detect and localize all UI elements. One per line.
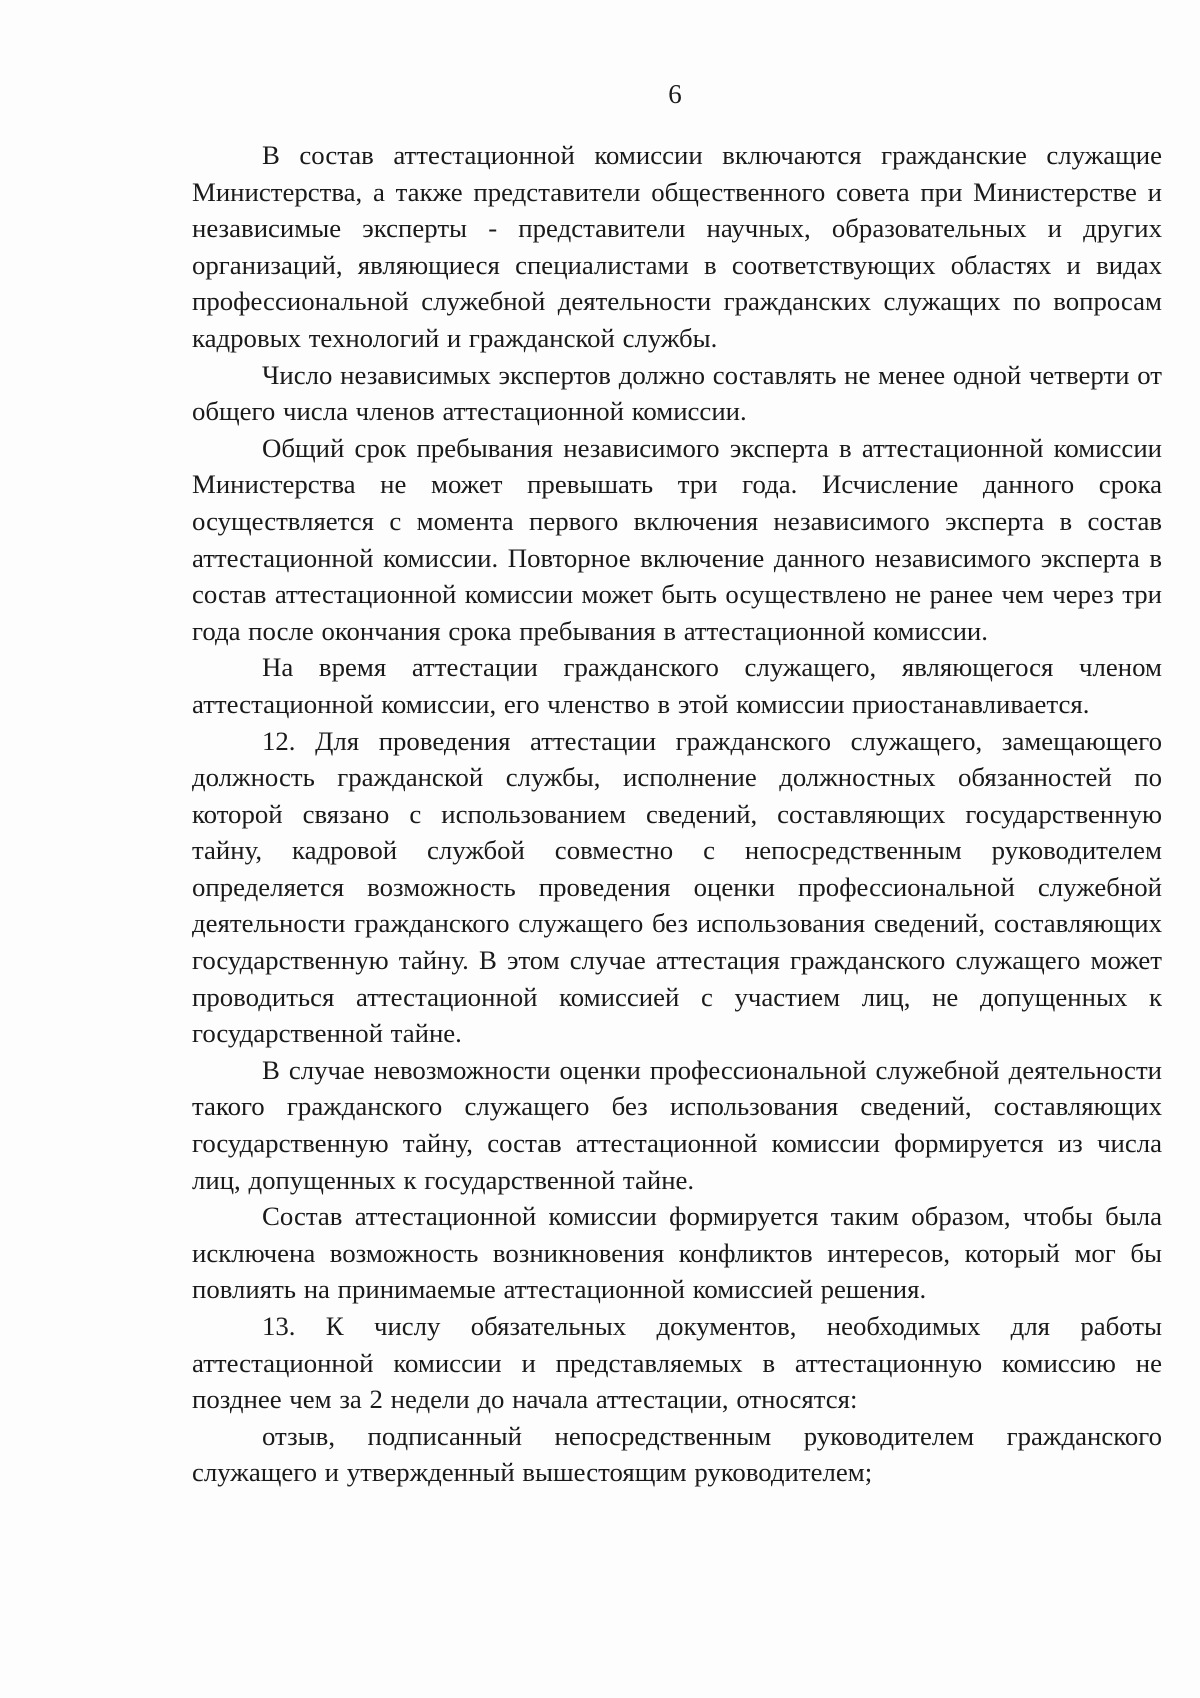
document-body xyxy=(192,137,1162,1491)
paragraph: В случае невозможности оценки профессиональной служебной деятельности такого гражданского служащего без использования сведений, составляющих государственную тайну, состав аттестационной комиссии формируется из числа лиц, допущенных к государственной тайне. xyxy=(192,1054,1162,1195)
paragraph: Число независимых экспертов должно составлять не менее одной четверти от общего числа членов аттестационной комиссии. xyxy=(192,359,1162,427)
paragraph: 13. К числу обязательных документов, необходимых для работы аттестационной комиссии и представляемых в аттестационную комиссию не позднее чем за 2 недели до начала аттестации, относятся: xyxy=(192,1311,1162,1415)
paragraph: Общий срок пребывания независимого эксперта в аттестационной комиссии Министерства не может превышать три года. Исчисление данного срока осуществляется с момента первого включения независимого эксперта в состав аттестационной комиссии. Повторное включение данного независимого эксперта в состав аттестационной комиссии может быть осуществлено не ранее чем через три года после окончания срока пребывания в аттестационной комиссии. xyxy=(192,432,1162,646)
paragraph: На время аттестации гражданского служащего, являющегося членом аттестационной комиссии, его членство в этой комиссии приостанавливается. xyxy=(192,652,1162,719)
paragraph: отзыв, подписанный непосредственным руководителем гражданского служащего и утвержденный вышестоящим руководителем; xyxy=(192,1420,1162,1488)
page-number: 6 xyxy=(668,79,682,109)
paragraph: Состав аттестационной комиссии формируется таким образом, чтобы была исключена возможность возникновения конфликтов интересов, который мог бы повлиять на принимаемые аттестационной комиссией решения. xyxy=(192,1201,1162,1305)
paragraph: В состав аттестационной комиссии включаются гражданские служащие Министерства, а также представители общественного совета при Министерстве и независимые эксперты - представители научных, образовательных и других организаций, являющиеся специалистами в соответствующих областях и видах профессиональной служебной деятельности гражданских служащих по вопросам кадровых технологий и гражданской службы. xyxy=(192,140,1162,353)
paragraph: 12. Для проведения аттестации гражданского служащего, замещающего должность гражданской службы, исполнение должностных обязанностей по которой связано с использованием сведений, составляющих государственную тайну, кадровой службой совместно с непосредственным руководителем определяется возможность проведения оценки профессиональной служебной деятельности гражданского служащего без использования сведений, составляющих государственную тайну. В этом случае аттестация гражданского служащего может проводиться аттестационной комиссией с участием лиц, не допущенных к государственной тайне. xyxy=(192,725,1162,1049)
